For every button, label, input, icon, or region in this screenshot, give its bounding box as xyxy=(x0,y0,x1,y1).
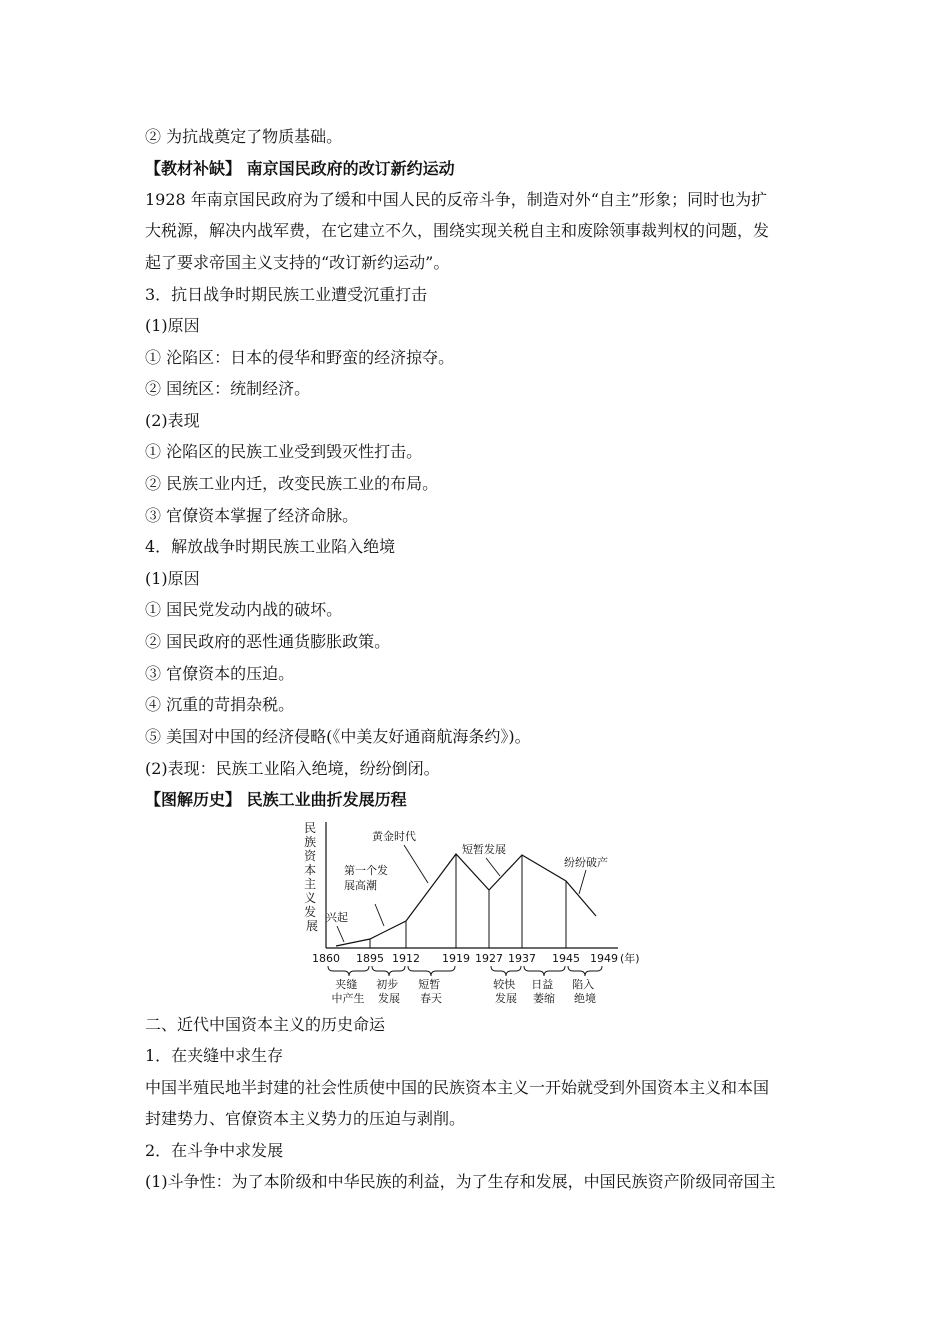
period-brace-4 xyxy=(491,966,521,976)
year-tick-1949: 1949 xyxy=(590,952,618,965)
stage-label-golden-age: 黄金时代 xyxy=(372,830,416,843)
year-tick-1895: 1895 xyxy=(356,952,384,965)
text-line: ④ 沉重的苛捐杂税。 xyxy=(145,695,295,714)
pointer-brief-development xyxy=(486,858,500,876)
stage-label-bankruptcy: 纷纷破产 xyxy=(564,856,608,869)
pointer-rise xyxy=(337,926,344,942)
text-line: (1)斗争性：为了本阶级和中华民族的利益，为了生存和发展，中国民族资产阶级同帝国主 xyxy=(145,1172,776,1191)
y-axis-label-char-5: 义 xyxy=(304,891,317,905)
stage-label-rise: 兴起 xyxy=(326,911,348,924)
period-label-3: 短暂 春天 xyxy=(418,978,442,1005)
text-line: ⑤ 美国对中国的经济侵略(《中美友好通商航海条约》)。 xyxy=(145,727,531,746)
period-label-5: 日益 萎缩 xyxy=(531,978,555,1005)
text-line: (2)表现 xyxy=(145,411,200,430)
section-diagram-heading: 【图解历史】 民族工业曲折发展历程 xyxy=(145,790,407,809)
y-axis-label-char-4: 主 xyxy=(304,877,317,891)
pointer-first-high-tide xyxy=(375,904,384,926)
period-brace-1 xyxy=(328,966,369,976)
text-line: (1)原因 xyxy=(145,569,200,588)
year-tick-1945: 1945 xyxy=(552,952,580,965)
text-line: ③ 官僚资本掌握了经济命脉。 xyxy=(145,506,359,525)
period-label-1: 夹缝 中产生 xyxy=(331,978,365,1005)
text-line: 大税源，解决内战军费，在它建立不久，围绕实现关税自主和废除领事裁判权的问题，发 xyxy=(145,221,770,240)
period-label-2: 初步 发展 xyxy=(376,978,400,1005)
year-tick-1937: 1937 xyxy=(508,952,536,965)
period-label-6: 陷入 绝境 xyxy=(572,978,596,1005)
y-axis-label-char-0: 民 xyxy=(304,821,317,835)
period-label-4: 较快 发展 xyxy=(493,978,517,1005)
text-line: 中国半殖民地半封建的社会性质使中国的民族资本主义一开始就受到外国资本主义和本国 xyxy=(145,1078,770,1097)
text-line: 1928 年南京国民政府为了缓和中国人民的反帝斗争，制造对外“自主”形象；同时也为扩 xyxy=(145,190,768,209)
stage-label-first-high-tide xyxy=(344,863,392,892)
period-brace-2 xyxy=(372,966,405,976)
period-brace-5 xyxy=(524,966,565,976)
text-line: ① 沦陷区：日本的侵华和野蛮的经济掠夺。 xyxy=(145,348,455,367)
text-line: ② 国民政府的恶性通货膨胀政策。 xyxy=(145,632,391,651)
industry-development-diagram xyxy=(300,818,660,1008)
pointer-golden-age xyxy=(404,845,428,883)
y-axis-label-char-1: 族 xyxy=(304,835,317,849)
year-tick-1919: 1919 xyxy=(442,952,470,965)
text-line: (1)原因 xyxy=(145,316,200,335)
year-tick-1912: 1912 xyxy=(392,952,420,965)
text-line: ② 为抗战奠定了物质基础。 xyxy=(145,127,343,146)
stage-label-first-high-tide-line-1: 第一个发 xyxy=(344,864,388,877)
stage-label-first-high-tide-line-2: 展高潮 xyxy=(344,879,377,892)
y-axis-label-char-2: 资 xyxy=(304,849,317,863)
subheading: 3．抗日战争时期民族工业遭受沉重打击 xyxy=(145,285,428,304)
subheading: 1．在夹缝中求生存 xyxy=(145,1046,284,1065)
text-line: 封建势力、官僚资本主义势力的压迫与剥削。 xyxy=(145,1109,466,1128)
text-line: ② 国统区：统制经济。 xyxy=(145,379,311,398)
section-heading: 二、近代中国资本主义的历史命运 xyxy=(145,1015,386,1034)
stage-label-brief-development: 短暂发展 xyxy=(462,843,506,856)
pointer-bankruptcy xyxy=(579,870,586,894)
y-axis-label xyxy=(304,821,320,933)
text-line: 起了要求帝国主义支持的“改订新约运动”。 xyxy=(145,253,450,272)
subheading: 4．解放战争时期民族工业陷入绝境 xyxy=(145,537,396,556)
period-brace-3 xyxy=(408,966,455,976)
year-tick-1860: 1860 xyxy=(312,952,340,965)
y-axis-label-char-3: 本 xyxy=(304,863,317,877)
subheading: 2．在斗争中求发展 xyxy=(145,1141,284,1160)
text-line: ① 沦陷区的民族工业受到毁灭性打击。 xyxy=(145,442,423,461)
period-brace-6 xyxy=(568,966,602,976)
text-line: ③ 官僚资本的压迫。 xyxy=(145,664,295,683)
section-supplement-heading: 【教材补缺】 南京国民政府的改订新约运动 xyxy=(145,159,455,178)
y-axis-label-char-7: 展 xyxy=(305,919,319,933)
y-axis-label-char-6: 发 xyxy=(304,905,317,919)
x-axis-unit: (年) xyxy=(620,952,640,965)
text-line: ① 国民党发动内战的破坏。 xyxy=(145,600,343,619)
year-tick-1927: 1927 xyxy=(475,952,503,965)
text-line: ② 民族工业内迁，改变民族工业的布局。 xyxy=(145,474,439,493)
text-line: (2)表现：民族工业陷入绝境，纷纷倒闭。 xyxy=(145,759,440,778)
